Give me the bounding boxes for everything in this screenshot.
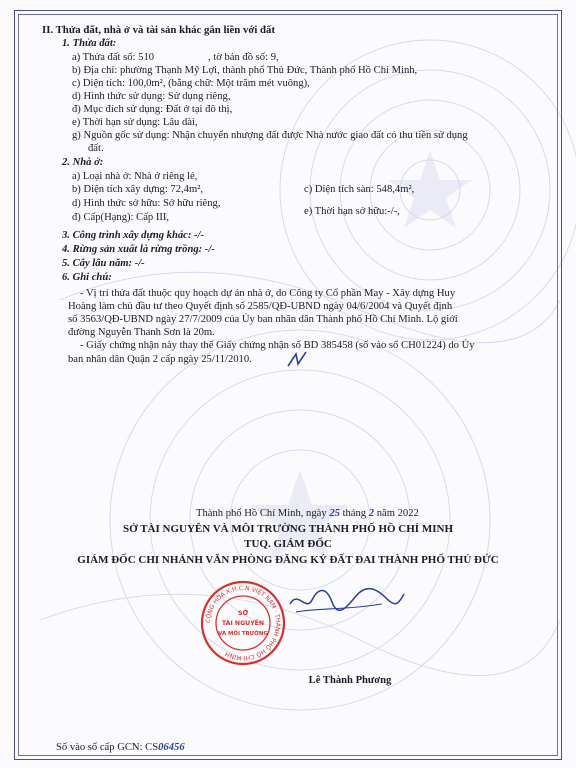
section-title: II. Thửa đất, nhà ở và tài sản khác gắn liền với đất bbox=[42, 24, 276, 36]
place-date-prefix: Thành phố Hồ Chí Minh, ngày bbox=[196, 508, 327, 519]
official-red-seal bbox=[200, 580, 286, 666]
seal-ring-text: CỘNG HÒA X.H.C.N VIỆT NAM · THÀNH PHỐ HỒ CHÍ MINH bbox=[204, 584, 282, 662]
parcel-number: a) Thửa đất số: 510 bbox=[72, 52, 155, 63]
end-mark-stroke bbox=[286, 350, 308, 370]
perennial-trees: 5. Cây lâu năm: -/- bbox=[62, 258, 145, 269]
land-heading: 1. Thửa đất: bbox=[62, 38, 117, 49]
seal-center-line3: VÀ MÔI TRƯỜNG bbox=[218, 631, 268, 637]
note1-line4: đường Nguyễn Thanh Sơn là 20m. bbox=[68, 327, 215, 338]
signer-name: Lê Thành Phương bbox=[308, 675, 392, 686]
house-type: a) Loại nhà ở: Nhà ở riêng lẻ, bbox=[72, 171, 198, 182]
issue-day: 25 bbox=[329, 508, 340, 519]
note2-line1: - Giấy chứng nhận này thay thế Giấy chứng nhận số BD 385458 (số vào sổ CH01224) do Ủy bbox=[80, 340, 475, 351]
notes-heading: 6. Ghi chú: bbox=[62, 272, 112, 283]
handwritten-signature bbox=[286, 582, 406, 642]
note1-line2: Hoàng làm chủ đầu tư theo Quyết định số 2585/QĐ-UBND ngày 04/6/2004 và Quyết định bbox=[68, 301, 453, 312]
house-grade: đ) Cấp(Hạng): Cấp III, bbox=[72, 212, 170, 223]
director-title: GIÁM ĐỐC CHI NHÁNH VĂN PHÒNG ĐĂNG KÝ ĐẤT ĐAI THÀNH PHỐ THỦ ĐỨC bbox=[77, 554, 499, 566]
house-floor-area: c) Diện tích sàn: 548,4m², bbox=[304, 184, 415, 195]
registration-label: Số vào sổ cấp GCN: CS bbox=[56, 742, 159, 753]
planted-forest: 4. Rừng sản xuất là rừng trồng: -/- bbox=[62, 244, 215, 255]
map-sheet-number: , tờ bản đồ số: 9, bbox=[208, 52, 279, 63]
land-origin-line1: g) Nguồn gốc sử dụng: Nhận chuyển nhượng đất được Nhà nước giao đất có thu tiền sử dụng bbox=[72, 130, 468, 141]
registration-number: 06456 bbox=[158, 742, 185, 753]
registration-line bbox=[56, 742, 185, 754]
issue-year: năm 2022 bbox=[376, 508, 419, 519]
place-date-line bbox=[196, 508, 419, 520]
seal-center-line1: SỞ bbox=[237, 609, 249, 617]
house-ownership-term: e) Thời hạn sở hữu:-/-, bbox=[304, 206, 400, 217]
house-ownership: d) Hình thức sở hữu: Sở hữu riêng, bbox=[72, 198, 221, 209]
on-behalf-title: TUQ. GIÁM ĐỐC bbox=[244, 538, 332, 550]
month-word: tháng bbox=[342, 508, 367, 519]
note1-line1: - Vị trí thửa đất thuộc quy hoạch dự án nhà ở, do Công ty Cổ phần May - Xây dựng Huy bbox=[80, 288, 456, 299]
land-use-term: e) Thời hạn sử dụng: Lâu dài, bbox=[72, 117, 198, 128]
land-use-purpose: đ) Mục đích sử dụng: Đất ở tại đô thị, bbox=[72, 104, 233, 115]
other-construction: 3. Công trình xây dựng khác: -/- bbox=[62, 230, 205, 241]
land-area: c) Diện tích: 100,0m², (bằng chữ: Một trăm mét vuông), bbox=[72, 78, 310, 89]
house-heading: 2. Nhà ở: bbox=[62, 157, 104, 168]
department-name: SỞ TÀI NGUYÊN VÀ MÔI TRƯỜNG THÀNH PHỐ HỒ CHÍ MINH bbox=[122, 523, 454, 535]
issue-month: 2 bbox=[368, 508, 375, 519]
land-address: b) Địa chỉ: phường Thạnh Mỹ Lợi, thành phố Thủ Đức, Thành phố Hồ Chí Minh, bbox=[72, 65, 418, 76]
land-origin-line2: đất. bbox=[88, 143, 104, 154]
land-use-form: d) Hình thức sử dụng: Sử dụng riêng, bbox=[72, 91, 231, 102]
note2-line2: ban nhân dân Quận 2 cấp ngày 25/11/2010. bbox=[68, 354, 252, 365]
note1-line3: số 3563/QĐ-UBND ngày 27/7/2009 của Ủy ban nhân dân Thành phố Hồ Chí Minh. Lộ giới bbox=[68, 314, 458, 325]
seal-center-line2: TÀI NGUYÊN bbox=[221, 620, 265, 627]
house-build-area: b) Diện tích xây dựng: 72,4m², bbox=[72, 184, 204, 195]
